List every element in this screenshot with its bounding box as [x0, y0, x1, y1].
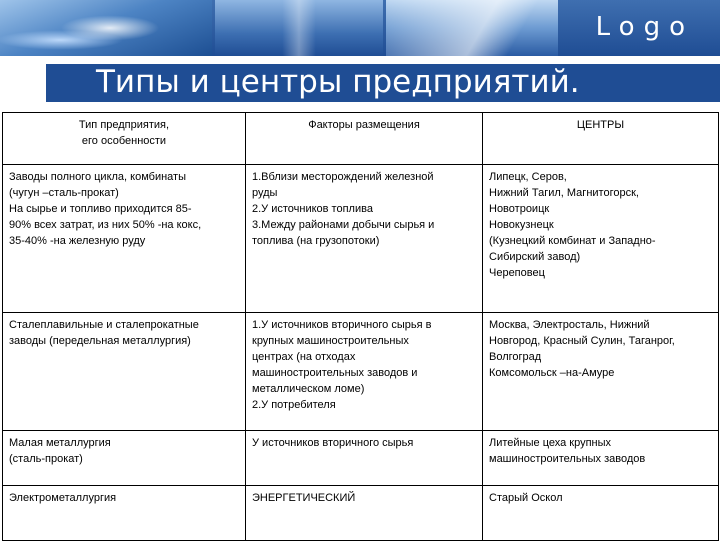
column-header-type [3, 113, 246, 165]
cell-line: 1.У источников вторичного сырья в [252, 319, 432, 331]
table-row [3, 313, 719, 431]
cell-line: руды [252, 187, 278, 199]
banner-photo-hands [0, 0, 212, 56]
cell-centers [483, 431, 719, 486]
table-row [3, 165, 719, 313]
cell-line: Москва, Электросталь, Нижний [489, 319, 650, 331]
header-line: его особенности [81, 135, 167, 147]
enterprise-table [2, 112, 719, 541]
cell-line: машиностроительных заводов и [252, 367, 418, 379]
cell-placement-factors [246, 165, 483, 313]
cell-line: Липецк, Серов, [489, 171, 567, 183]
cell-enterprise-type [3, 486, 246, 541]
cell-line: Нижний Тагил, Магнитогорск, [489, 187, 639, 199]
cell-line: Череповец [489, 267, 545, 279]
cell-line: 2.У источников топлива [252, 203, 373, 215]
header-banner [0, 0, 720, 56]
header-line: ЦЕНТРЫ [576, 119, 625, 131]
cell-centers [483, 486, 719, 541]
cell-line: 90% всех затрат, из них 50% -на кокс, [9, 219, 202, 231]
banner-photo-sky [386, 0, 558, 56]
cell-line: (Кузнецкий комбинат и Западно- [489, 235, 656, 247]
banner-photo-building [215, 0, 383, 56]
cell-placement-factors [246, 313, 483, 431]
cell-line: Старый Оскол [489, 492, 563, 504]
cell-line: 1.Вблизи месторождений железной [252, 171, 434, 183]
cell-line: Новгород, Красный Сулин, Таганрог, [489, 335, 675, 347]
cell-placement-factors [246, 431, 483, 486]
logo: Logo [595, 12, 694, 42]
cell-line: 2.У потребителя [252, 399, 336, 411]
cell-centers [483, 313, 719, 431]
cell-enterprise-type [3, 165, 246, 313]
cell-line: (сталь-прокат) [9, 453, 83, 465]
column-header-factors [246, 113, 483, 165]
cell-line: Комсомольск –на-Амуре [489, 367, 615, 379]
cell-line: На сырье и топливо приходится 85- [9, 203, 192, 215]
cell-line: 35-40% -на железную руду [9, 235, 146, 247]
cell-line: ЭНЕРГЕТИЧЕСКИЙ [252, 492, 356, 504]
cell-line: топлива (на грузопотоки) [252, 235, 380, 247]
cell-line: заводы (передельная металлургия) [9, 335, 191, 347]
cell-enterprise-type [3, 313, 246, 431]
cell-line: Литейные цеха крупных [489, 437, 612, 449]
cell-line: У источников вторичного сырья [252, 437, 414, 449]
cell-line: Сталеплавильные и сталепрокатные [9, 319, 199, 331]
header-line: Факторы размещения [308, 119, 420, 131]
cell-line: центрах (на отходах [252, 351, 356, 363]
cell-centers [483, 165, 719, 313]
cell-line: 3.Между районами добычи сырья и [252, 219, 435, 231]
cell-line: крупных машиностроительных [252, 335, 409, 347]
cell-enterprise-type [3, 431, 246, 486]
table-row [3, 486, 719, 541]
cell-line: Волгоград [489, 351, 542, 363]
cell-line: машиностроительных заводов [489, 453, 646, 465]
cell-line: Заводы полного цикла, комбинаты [9, 171, 186, 183]
table-header-row [3, 113, 719, 165]
table-row [3, 431, 719, 486]
cell-line: (чугун –сталь-прокат) [9, 187, 119, 199]
slide-title: Типы и центры предприятий. [96, 64, 580, 100]
cell-line: металлическом ломе) [252, 383, 365, 395]
header-line: Тип предприятия, [78, 119, 170, 131]
cell-line: Сибирский завод) [489, 251, 581, 263]
cell-line: Электрометаллургия [9, 492, 117, 504]
cell-placement-factors [246, 486, 483, 541]
column-header-centers [483, 113, 719, 165]
cell-line: Малая металлургия [9, 437, 111, 449]
cell-line: Новокузнецк [489, 219, 554, 231]
cell-line: Новотроицк [489, 203, 550, 215]
